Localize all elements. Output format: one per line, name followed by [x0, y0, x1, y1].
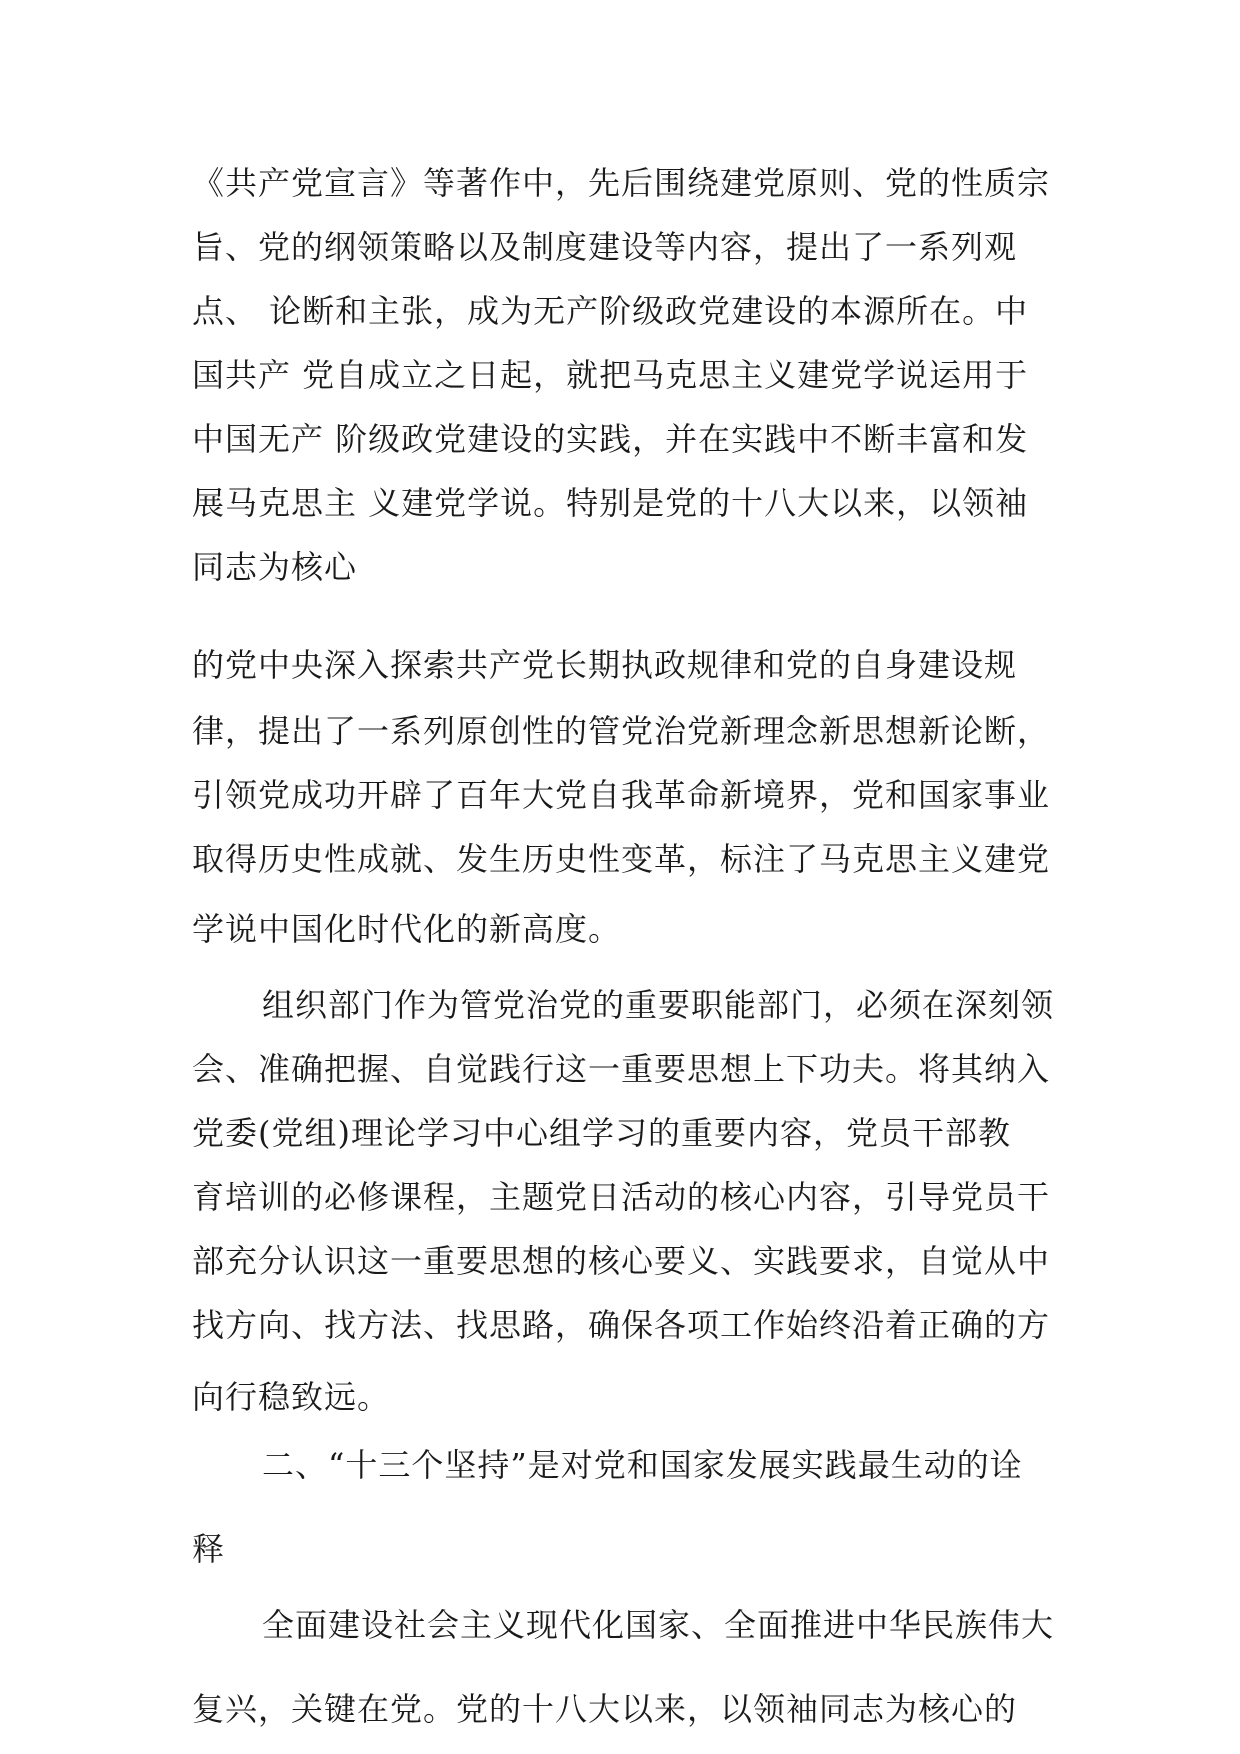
- text-line: 向行稳致远。: [192, 1378, 391, 1416]
- text-line: 展马克思主 义建党学说。特别是党的十八大以来，以领袖: [192, 484, 1029, 522]
- text-line: 党委(党组)理论学习中心组学习的重要内容，党员干部教: [192, 1114, 1011, 1152]
- text-line: 《共产党宣言》等著作中，先后围绕建党原则、党的性质宗: [192, 164, 1051, 202]
- text-line: 找方向、找方法、找思路，确保各项工作始终沿着正确的方: [192, 1306, 1051, 1344]
- text-line: 取得历史性成就、发生历史性变革，标注了马克思主义建党: [192, 840, 1051, 878]
- text-line: 的党中央深入探索共产党长期执政规律和党的自身建设规: [192, 646, 1018, 684]
- text-line: 育培训的必修课程，主题党日活动的核心内容，引导党员干: [192, 1178, 1051, 1216]
- section-heading: 二、“十三个坚持”是对党和国家发展实践最生动的诠: [262, 1446, 1023, 1484]
- text-line: 部充分认识这一重要思想的核心要义、实践要求，自觉从中: [192, 1242, 1051, 1280]
- text-line: 点、 论断和主张，成为无产阶级政党建设的本源所在。中: [192, 292, 1029, 330]
- paragraph-first-line: 全面建设社会主义现代化国家、全面推进中华民族伟大: [262, 1606, 1055, 1644]
- text-line: 复兴，关键在党。党的十八大以来，以领袖同志为核心的: [192, 1690, 1018, 1728]
- text-line: 律，提出了一系列原创性的管党治党新理念新思想新论断，: [192, 712, 1051, 750]
- text-line: 旨、党的纲领策略以及制度建设等内容，提出了一系列观: [192, 228, 1018, 266]
- paragraph-first-line: 组织部门作为管党治党的重要职能部门，必须在深刻领: [262, 986, 1055, 1024]
- text-line: 中国无产 阶级政党建设的实践，并在实践中不断丰富和发: [192, 420, 1029, 458]
- text-line: 会、准确把握、自觉践行这一重要思想上下功夫。将其纳入: [192, 1050, 1051, 1088]
- text-line: 国共产 党自成立之日起，就把马克思主义建党学说运用于: [192, 356, 1029, 394]
- text-line: 学说中国化时代化的新高度。: [192, 910, 622, 948]
- section-heading-continuation: 释: [192, 1530, 226, 1568]
- text-line: 引领党成功开辟了百年大党自我革命新境界，党和国家事业: [192, 776, 1051, 814]
- text-line: 同志为核心: [192, 548, 358, 586]
